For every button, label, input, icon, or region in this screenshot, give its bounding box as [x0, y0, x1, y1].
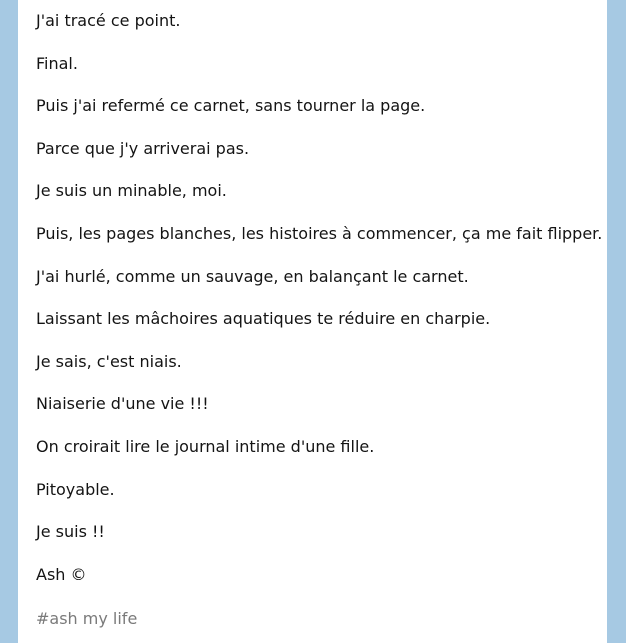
- post-body: [36, 10, 603, 606]
- post-line: Je sais, c'est niais.: [36, 351, 182, 371]
- post-card: [18, 0, 607, 643]
- post-line: Niaiserie d'une vie !!!: [36, 394, 209, 414]
- post-line: On croirait lire le journal intime d'une fille.: [36, 436, 375, 456]
- post-line: J'ai hurlé, comme un sauvage, en balançant le carnet.: [36, 266, 469, 286]
- post-tags: [36, 608, 137, 630]
- post-line: Je suis un minable, moi.: [36, 181, 227, 201]
- post-signature: Ash ©: [36, 564, 87, 584]
- post-line: Pitoyable.: [36, 479, 115, 499]
- post-line: Final.: [36, 53, 78, 73]
- post-line: Puis, les pages blanches, les histoires à commencer, ça me fait flipper.: [36, 223, 603, 243]
- post-line: J'ai tracé ce point.: [36, 11, 181, 30]
- tag-link[interactable]: #ash my life: [36, 609, 138, 628]
- post-line: Parce que j'y arriverai pas.: [36, 138, 250, 158]
- post-line: Je suis !!: [36, 522, 105, 542]
- post-line: Puis j'ai refermé ce carnet, sans tourner la page.: [36, 96, 426, 116]
- post-line: Laissant les mâchoires aquatiques te réduire en charpie.: [36, 309, 491, 329]
